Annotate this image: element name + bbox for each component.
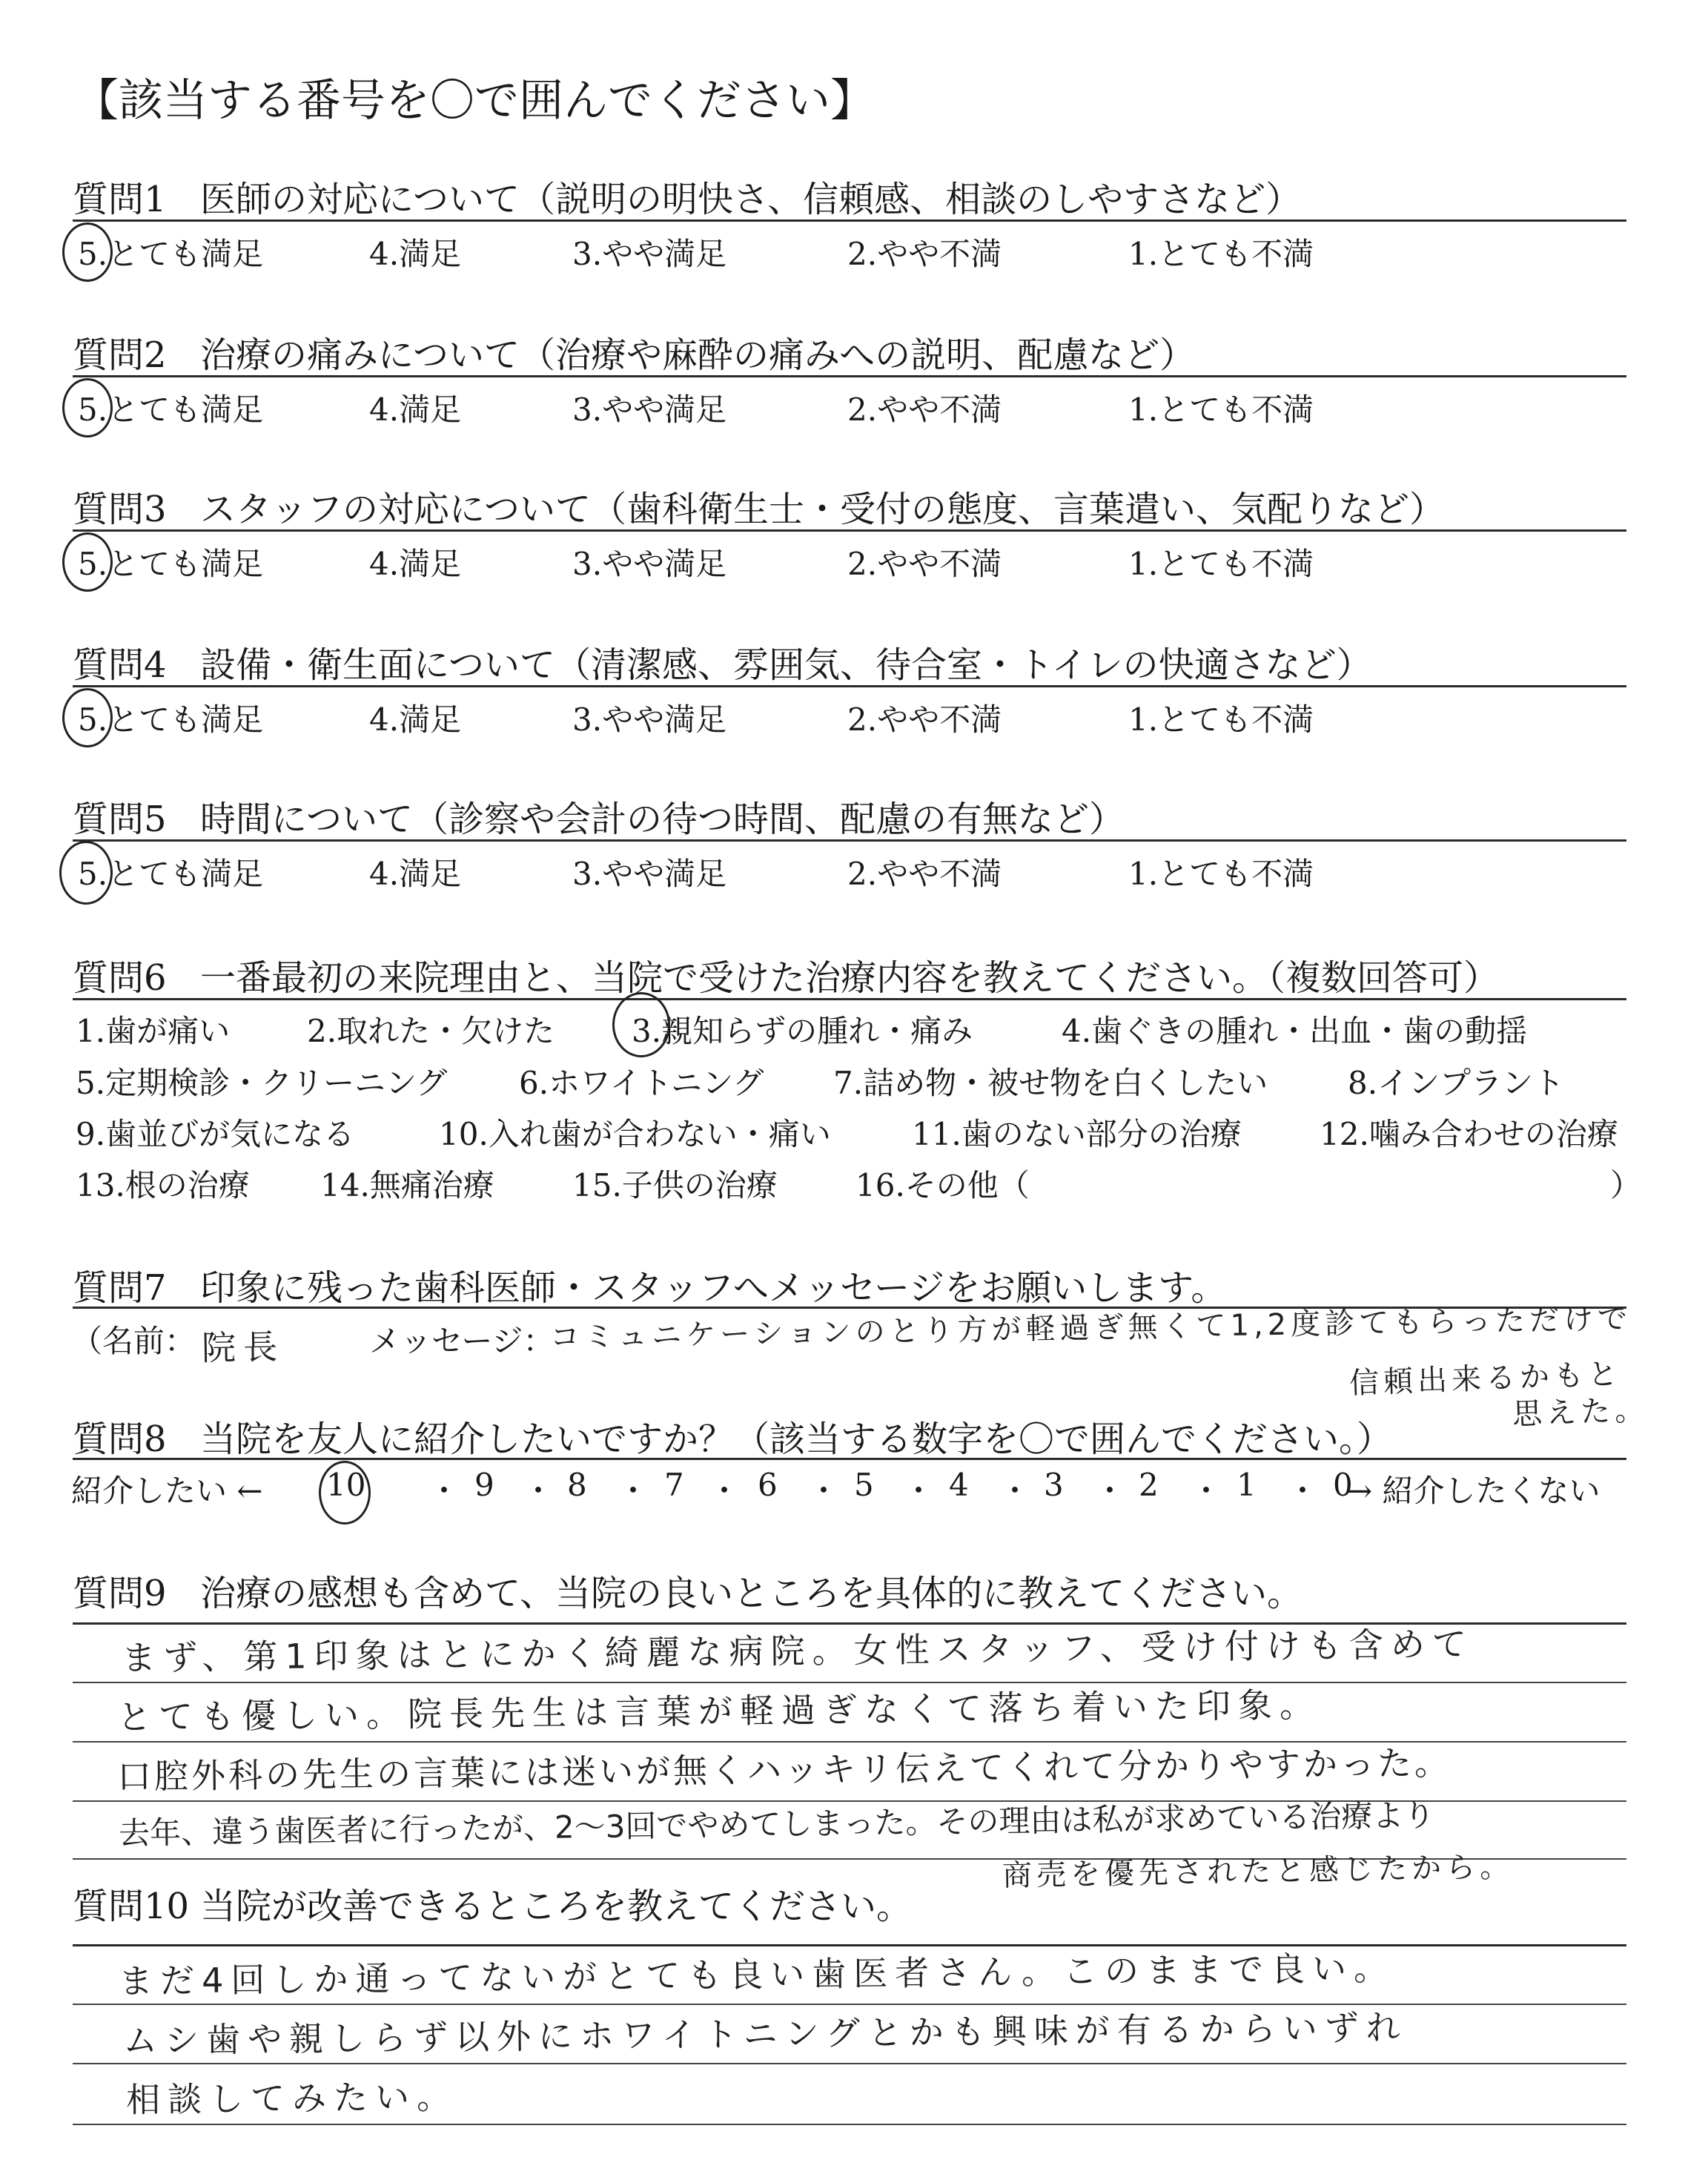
- question-1: [73, 171, 1301, 222]
- q1-option-5[interactable]: 5.とても満足: [78, 236, 264, 272]
- q8-scale-separator: ・: [428, 1473, 460, 1509]
- q6-option-12[interactable]: 12.噛み合わせの治療: [1320, 1116, 1618, 1152]
- q9-answer-line-5: 商売を優先されたと感じたから。: [1002, 1849, 1515, 1893]
- q8-scale-separator: ・: [1191, 1473, 1222, 1509]
- q3-option-3[interactable]: 3.やや満足: [572, 546, 727, 582]
- q4-option-4[interactable]: 4.満足: [369, 701, 462, 738]
- q8-scale-separator: ・: [808, 1473, 840, 1509]
- divider: [73, 529, 1626, 532]
- question-8: [73, 1410, 1392, 1462]
- q4-option-5[interactable]: 5.とても満足: [78, 701, 264, 738]
- q8-scale-value-9[interactable]: 9: [474, 1467, 494, 1503]
- q4-answer-circle: [62, 688, 113, 747]
- q8-scale-separator: ・: [523, 1473, 555, 1509]
- q6-option-5[interactable]: 5.定期検診・クリーニング: [76, 1065, 448, 1101]
- q5-option-2[interactable]: 2.やや不満: [847, 856, 1002, 892]
- q8-scale-separator: ・: [1094, 1473, 1126, 1509]
- q2-answer-circle: [62, 378, 113, 437]
- q7-message-label: メッセージ：: [369, 1323, 555, 1359]
- question-9-label: 質問9: [73, 1573, 167, 1614]
- q7-message-line-1: コミュニケーションのとり方が軽過ぎ無くて1,2度診てもらっただけで: [549, 1301, 1632, 1355]
- q3-option-5[interactable]: 5.とても満足: [78, 546, 264, 582]
- divider: [73, 1458, 1626, 1460]
- q2-option-2[interactable]: 2.やや不満: [847, 392, 1002, 428]
- question-2: [73, 326, 1195, 377]
- question-4-label: 質問4: [73, 644, 167, 686]
- q8-scale-value-4[interactable]: 4: [949, 1467, 969, 1503]
- question-6-label: 質問6: [73, 957, 167, 999]
- q8-scale-value-10[interactable]: 10: [326, 1467, 366, 1503]
- question-10: [73, 1877, 912, 1929]
- q8-scale-separator: ・: [618, 1473, 649, 1509]
- q2-option-3[interactable]: 3.やや満足: [572, 392, 727, 428]
- q1-option-4[interactable]: 4.満足: [369, 236, 462, 272]
- divider: [73, 685, 1626, 687]
- q9-answer-line-2: とても優しい。院長先生は言葉が軽過ぎなくて落ち着いた印象。: [116, 1684, 1322, 1737]
- q4-option-1[interactable]: 1.とても不満: [1128, 701, 1314, 738]
- q2-option-1[interactable]: 1.とても不満: [1128, 392, 1314, 428]
- question-4-text: 設備・衛生面について（清潔感、雰囲気、待合室・トイレの快適さなど）: [200, 644, 1372, 686]
- q5-option-5[interactable]: 5.とても満足: [78, 856, 264, 892]
- q7-message-line-3: 思えた。: [1512, 1393, 1649, 1432]
- question-6-text: 一番最初の来院理由と、当院で受けた治療内容を教えてください。（複数回答可）: [200, 957, 1500, 999]
- q9-answer-line-3: 口腔外科の先生の言葉には迷いが無くハッキリ伝えてくれて分かりやすかった。: [116, 1743, 1452, 1797]
- q6-option-2[interactable]: 2.取れた・欠けた: [307, 1013, 555, 1049]
- q8-scale-value-5[interactable]: 5: [854, 1467, 874, 1503]
- q8-scale-value-1[interactable]: 1: [1237, 1467, 1257, 1503]
- q6-option-3[interactable]: 3.親知らずの腫れ・痛み: [632, 1013, 973, 1049]
- question-10-label: 質問10: [73, 1886, 190, 1927]
- q2-option-5[interactable]: 5.とても満足: [78, 392, 264, 428]
- question-3-text: スタッフの対応について（歯科衛生士・受付の態度、言葉遣い、気配りなど）: [200, 489, 1446, 530]
- q6-option-7[interactable]: 7.詰め物・被せ物を白くしたい: [833, 1065, 1268, 1101]
- q6-option-4[interactable]: 4.歯ぐきの腫れ・出血・歯の動揺: [1062, 1013, 1528, 1049]
- divider: [73, 998, 1626, 1000]
- q6-option-1[interactable]: 1.歯が痛い: [76, 1013, 231, 1049]
- question-3: [73, 480, 1445, 532]
- question-8-text: 当院を友人に紹介したいですか？（該当する数字を〇で囲んでください。）: [200, 1418, 1393, 1460]
- q3-option-4[interactable]: 4.満足: [369, 546, 462, 582]
- q6-option-9[interactable]: 9.歯並びが気になる: [76, 1116, 355, 1152]
- question-10-text: 当院が改善できるところを教えてください。: [200, 1886, 913, 1927]
- q4-option-2[interactable]: 2.やや不満: [847, 701, 1002, 738]
- q9-answer-line-1: まず、第1印象はとにかく綺麗な病院。女性スタッフ、受け付けも含めて: [121, 1623, 1474, 1678]
- q3-option-2[interactable]: 2.やや不満: [847, 546, 1002, 582]
- q8-scale-value-8[interactable]: 8: [567, 1467, 587, 1503]
- q6-answer-circle: [612, 992, 670, 1057]
- q6-option-10[interactable]: 10.入れ歯が合わない・痛い: [439, 1116, 831, 1152]
- q8-scale-separator: ・: [999, 1473, 1031, 1509]
- question-2-label: 質問2: [73, 334, 167, 376]
- q8-scale-value-0[interactable]: 0: [1333, 1467, 1353, 1503]
- question-2-text: 治療の痛みについて（治療や麻酔の痛みへの説明、配慮など）: [200, 334, 1196, 376]
- q8-scale-value-3[interactable]: 3: [1044, 1467, 1064, 1503]
- question-1-text: 医師の対応について（説明の明快さ、信頼感、相談のしやすさなど）: [200, 179, 1302, 220]
- q8-right-label: → 紹介したくない: [1346, 1473, 1601, 1509]
- question-4: [73, 636, 1372, 687]
- q5-option-4[interactable]: 4.満足: [369, 856, 462, 892]
- q7-name-value: 院長: [201, 1327, 285, 1368]
- q8-scale-value-7[interactable]: 7: [664, 1467, 684, 1503]
- divider: [73, 219, 1626, 222]
- q6-option-8[interactable]: 8.インプラント: [1348, 1065, 1565, 1101]
- divider: [73, 839, 1626, 842]
- q6-option-16-close: ）: [1610, 1167, 1642, 1203]
- answer-line: [73, 2124, 1626, 2125]
- question-9-text: 治療の感想も含めて、当院の良いところを具体的に教えてください。: [200, 1573, 1303, 1614]
- question-5: [73, 790, 1125, 842]
- q7-message-line-2: 信頼出来るかもと: [1348, 1357, 1623, 1401]
- q1-option-3[interactable]: 3.やや満足: [572, 236, 727, 272]
- question-7-label: 質問7: [73, 1267, 167, 1309]
- q8-scale-separator: ・: [709, 1473, 741, 1509]
- q2-option-4[interactable]: 4.満足: [369, 392, 462, 428]
- question-6: [73, 949, 1499, 1000]
- q1-answer-circle: [62, 222, 113, 282]
- q10-answer-line-1: まだ4回しか通ってないがとても良い歯医者さん。このままで良い。: [118, 1947, 1396, 2001]
- question-8-label: 質問8: [73, 1418, 167, 1460]
- q8-scale-value-6[interactable]: 6: [758, 1467, 778, 1503]
- q10-answer-line-3: 相談してみたい。: [125, 2076, 459, 2120]
- q10-answer-line-2: ムシ歯や親しらず以外にホワイトニングとかも興味が有るからいずれ: [122, 2007, 1409, 2061]
- question-5-label: 質問5: [73, 799, 167, 840]
- q4-option-3[interactable]: 3.やや満足: [572, 701, 727, 738]
- question-7-text: 印象に残った歯科医師・スタッフへメッセージをお願いします。: [200, 1267, 1227, 1309]
- q5-option-3[interactable]: 3.やや満足: [572, 856, 727, 892]
- q9-answer-line-4: 去年、違う歯医者に行ったが、2～3回でやめてしまった。その理由は私が求めている治療より: [118, 1797, 1435, 1852]
- q6-option-11[interactable]: 11.歯のない部分の治療: [912, 1116, 1242, 1152]
- q1-option-2[interactable]: 2.やや不満: [847, 236, 1002, 272]
- q3-answer-circle: [62, 532, 113, 592]
- q5-answer-circle: [59, 841, 113, 905]
- q8-scale-separator: ・: [1287, 1473, 1319, 1509]
- divider: [73, 375, 1626, 377]
- q7-name-label: （名前：: [71, 1323, 196, 1359]
- q6-option-15[interactable]: 15.子供の治療: [572, 1167, 778, 1203]
- q6-option-14[interactable]: 14.無痛治療: [320, 1167, 494, 1203]
- answer-line: [73, 2063, 1626, 2064]
- q6-option-6[interactable]: 6.ホワイトニング: [519, 1065, 764, 1101]
- q8-left-label: 紹介したい ←: [71, 1473, 263, 1509]
- question-5-text: 時間について（診察や会計の待つ時間、配慮の有無など）: [200, 799, 1125, 840]
- q8-answer-circle: [319, 1461, 371, 1525]
- q5-option-1[interactable]: 1.とても不満: [1128, 856, 1314, 892]
- q6-option-13[interactable]: 13.根の治療: [76, 1167, 250, 1203]
- page-title: 【該当する番号を〇で囲んでください】: [74, 75, 875, 127]
- question-1-label: 質問1: [73, 179, 167, 220]
- q8-scale-value-2[interactable]: 2: [1139, 1467, 1159, 1503]
- q1-option-1[interactable]: 1.とても不満: [1128, 236, 1314, 272]
- q8-scale-separator: ・: [903, 1473, 935, 1509]
- question-3-label: 質問3: [73, 489, 167, 530]
- q6-option-16[interactable]: 16.その他（: [855, 1167, 1030, 1203]
- question-9: [73, 1565, 1302, 1616]
- q3-option-1[interactable]: 1.とても不満: [1128, 546, 1314, 582]
- question-7: [73, 1259, 1226, 1310]
